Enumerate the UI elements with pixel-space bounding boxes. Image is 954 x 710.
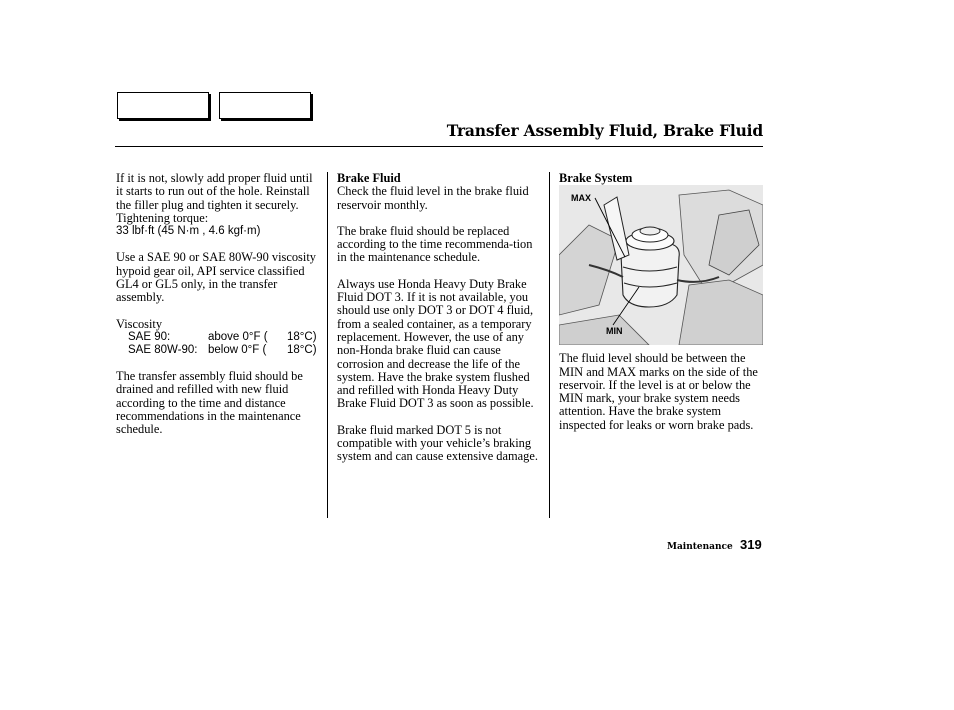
oil-spec-paragraph: Use a SAE 90 or SAE 80W-90 viscosity hypoid gear oil, API service classified GL4 or GL5 only, in the transfer assembly. bbox=[116, 250, 316, 305]
column-brake-system bbox=[559, 172, 764, 432]
viscosity-label: Viscosity bbox=[116, 316, 163, 331]
brake-reservoir-drawing bbox=[559, 185, 763, 345]
replacement-paragraph: The brake fluid should be replaced according to the time recommenda-tion in the maintenance schedule. bbox=[337, 223, 533, 265]
nav-tab-2[interactable] bbox=[219, 92, 311, 119]
viscosity-temp: 18°C) bbox=[287, 343, 317, 356]
check-level-paragraph: Check the fluid level in the brake fluid reservoir monthly. bbox=[337, 184, 529, 212]
refill-instructions: If it is not, slowly add proper fluid until it starts to run out of the hole. Reinstall the filler plug and tighten it securely. bbox=[116, 171, 313, 212]
title-rule bbox=[115, 146, 763, 147]
brake-reservoir-illustration bbox=[559, 185, 763, 345]
viscosity-grade: SAE 90: bbox=[128, 330, 171, 343]
brake-fluid-heading: Brake Fluid bbox=[337, 171, 401, 185]
column-transfer-fluid bbox=[116, 172, 322, 436]
dot5-warning-paragraph: Brake fluid marked DOT 5 is not compatible with your vehicle’s braking system and can cause extensive damage. bbox=[337, 422, 538, 464]
fluid-type-paragraph: Always use Honda Heavy Duty Brake Fluid DOT 3. If it is not available, you should use only DOT 3 or DOT 4 fluid, from a sealed container, as a temporary replacement. However, the use of any non-Honda brake fluid can cause corrosion and decrease the life of the system. Have the brake system flushed and refilled with Honda Heavy Duty Brake Fluid DOT 3 as soon as possible. bbox=[337, 276, 534, 411]
torque-label: Tightening torque: bbox=[116, 210, 209, 225]
torque-value: 33 lbf·ft (45 N·m , 4.6 kgf·m) bbox=[116, 225, 261, 238]
max-mark-label: MAX bbox=[571, 193, 591, 204]
nav-tab-1[interactable] bbox=[117, 92, 209, 119]
drain-refill-paragraph: The transfer assembly fluid should be drained and refilled with new fluid according to the time and distance recommendations in the maintenance schedule. bbox=[116, 368, 303, 437]
viscosity-temp: 18°C) bbox=[287, 330, 317, 343]
viscosity-row bbox=[116, 344, 322, 357]
page-number: 319 bbox=[740, 537, 762, 552]
viscosity-range: below 0°F ( bbox=[208, 343, 267, 356]
min-mark-label: MIN bbox=[606, 326, 623, 337]
viscosity-range: above 0°F ( bbox=[208, 330, 268, 343]
level-check-paragraph: The fluid level should be between the MIN and MAX marks on the side of the reservoir. If the level is at or below the MIN mark, your brake system needs attention. Have the brake system inspected for leaks or worn brake pads. bbox=[559, 351, 758, 432]
column-divider bbox=[327, 172, 328, 518]
column-brake-fluid bbox=[337, 172, 542, 464]
page-title: Transfer Assembly Fluid, Brake Fluid bbox=[446, 121, 763, 140]
viscosity-grade: SAE 80W-90: bbox=[128, 343, 198, 356]
viscosity-row bbox=[116, 331, 322, 344]
brake-system-heading: Brake System bbox=[559, 171, 633, 185]
footer-section-name: Maintenance bbox=[667, 542, 733, 552]
column-divider bbox=[549, 172, 550, 518]
